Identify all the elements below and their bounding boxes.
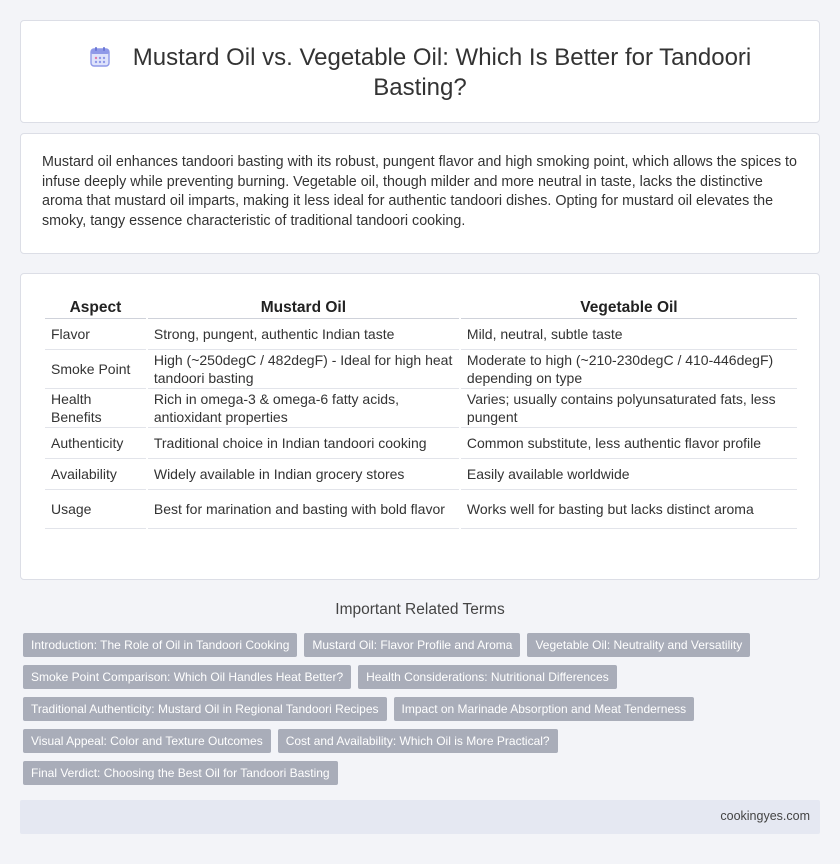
cell-vegetable: Easily available worldwide — [461, 459, 797, 490]
cell-mustard: Traditional choice in Indian tandoori cooking — [148, 428, 459, 459]
cell-aspect: Flavor — [45, 319, 146, 350]
cell-mustard: Best for marination and basting with bold flavor — [148, 490, 459, 529]
header-aspect: Aspect — [45, 296, 146, 319]
page-title — [21, 43, 819, 103]
title-card — [20, 20, 820, 123]
footer — [20, 800, 820, 834]
table-row — [45, 350, 797, 389]
cell-vegetable: Varies; usually contains polyunsaturated fats, less pungent — [461, 389, 797, 428]
cell-mustard: Rich in omega-3 & omega-6 fatty acids, antioxidant properties — [148, 389, 459, 428]
cell-aspect: Usage — [45, 490, 146, 529]
footer-site-link[interactable]: cookingyes.com — [720, 809, 810, 823]
related-terms-list — [23, 633, 813, 793]
cell-vegetable: Works well for basting but lacks distinct aroma — [461, 490, 797, 529]
header-mustard-oil: Mustard Oil — [148, 296, 459, 319]
related-term-tag[interactable]: Health Considerations: Nutritional Differences — [358, 665, 617, 689]
intro-card — [20, 133, 820, 254]
table-row — [45, 490, 797, 529]
table-row — [45, 428, 797, 459]
table-row — [45, 459, 797, 490]
related-term-tag[interactable]: Final Verdict: Choosing the Best Oil for Tandoori Basting — [23, 761, 338, 785]
cell-vegetable: Moderate to high (~210-230degC / 410-446degF) depending on type — [461, 350, 797, 389]
table-row — [45, 319, 797, 350]
cell-aspect: Authenticity — [45, 428, 146, 459]
related-term-tag[interactable]: Visual Appeal: Color and Texture Outcomes — [23, 729, 271, 753]
cell-mustard: Strong, pungent, authentic Indian taste — [148, 319, 459, 350]
related-term-tag[interactable]: Cost and Availability: Which Oil is More Practical? — [278, 729, 558, 753]
cell-aspect: Smoke Point — [45, 350, 146, 389]
related-term-tag[interactable]: Vegetable Oil: Neutrality and Versatility — [527, 633, 750, 657]
comparison-table — [43, 296, 799, 529]
related-term-tag[interactable]: Introduction: The Role of Oil in Tandoori Cooking — [23, 633, 297, 657]
related-term-tag[interactable]: Traditional Authenticity: Mustard Oil in Regional Tandoori Recipes — [23, 697, 387, 721]
related-term-tag[interactable]: Mustard Oil: Flavor Profile and Aroma — [304, 633, 520, 657]
cell-mustard: Widely available in Indian grocery stores — [148, 459, 459, 490]
table-header-row — [45, 296, 797, 319]
table-row — [45, 389, 797, 428]
cell-vegetable: Common substitute, less authentic flavor profile — [461, 428, 797, 459]
related-terms-heading: Important Related Terms — [335, 601, 505, 618]
comparison-card — [20, 273, 820, 580]
cell-aspect: Health Benefits — [45, 389, 146, 428]
intro-paragraph: Mustard oil enhances tandoori basting with its robust, pungent flavor and high smoking point, which allows the spices to infuse deeply while preventing burning. Vegetable oil, though milder and more neutral in taste, lacks the distinctive aroma that mustard oil imparts, making it less ideal for authentic tandoori dishes. Opting for mustard oil elevates the smoky, tangy essence characteristic of traditional tandoori cooking. — [42, 154, 797, 229]
cell-vegetable: Mild, neutral, subtle taste — [461, 319, 797, 350]
page-title-text: Mustard Oil vs. Vegetable Oil: Which Is Better for Tandoori Basting? — [132, 44, 752, 101]
cell-aspect: Availability — [45, 459, 146, 490]
cell-mustard: High (~250degC / 482degF) - Ideal for high heat tandoori basting — [148, 350, 459, 389]
related-term-tag[interactable]: Smoke Point Comparison: Which Oil Handles Heat Better? — [23, 665, 351, 689]
header-vegetable-oil: Vegetable Oil — [461, 296, 797, 319]
calendar-icon — [89, 46, 111, 68]
related-term-tag[interactable]: Impact on Marinade Absorption and Meat Tenderness — [394, 697, 695, 721]
